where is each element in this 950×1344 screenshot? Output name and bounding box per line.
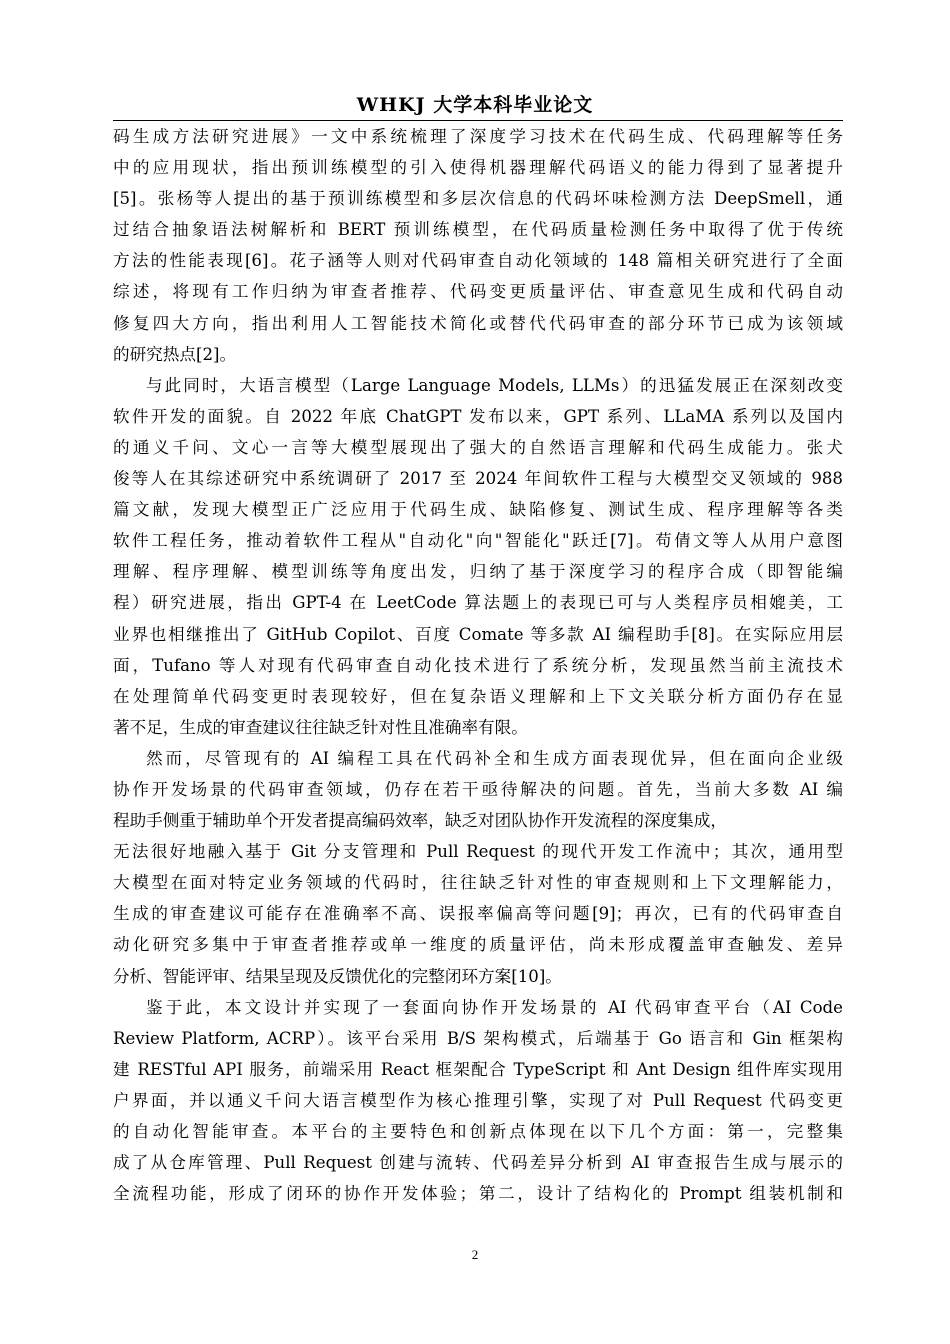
text-line: Review Platform, ACRP）。该平台采用 B/S 架构模式，后端基于 Go 语言和 Gin 框架构 <box>113 1028 843 1048</box>
text-line: 动化研究多集中于审查者推荐或单一维度的质量评估，尚未形成覆盖审查触发、差异 <box>113 935 843 955</box>
body-text <box>113 121 843 1209</box>
text-line: 软件开发的面貌。自 2022 年底 ChatGPT 发布以来，GPT 系列、LLaMA 系列以及国内 <box>113 406 843 426</box>
text-line: 成了从仓库管理、Pull Request 创建与流转、代码差异分析到 AI 审查报告生成与展示的 <box>113 1153 843 1173</box>
text-line: 分析、智能评审、结果呈现及反馈优化的完整闭环方案[10]。 <box>113 966 562 986</box>
text-line: 程）研究进展，指出 GPT-4 在 LeetCode 算法题上的表现已可与人类程序员相媲美，工 <box>113 593 843 613</box>
text-line: 著不足，生成的审查建议往往缺乏针对性且准确率有限。 <box>113 717 528 737</box>
text-line: 程助手侧重于辅助单个开发者提高编码效率，缺乏对团队协作开发流程的深度集成， <box>113 811 727 831</box>
text-line: 俊等人在其综述研究中系统调研了 2017 至 2024 年间软件工程与大模型交叉领域的 988 <box>113 469 843 489</box>
text-line: 过结合抽象语法树解析和 BERT 预训练模型，在代码质量检测任务中取得了优于传统 <box>113 220 843 240</box>
text-line: 码生成方法研究进展》一文中系统梳理了深度学习技术在代码生成、代码理解等任务 <box>113 127 843 146</box>
text-line: 中的应用现状，指出预训练模型的引入使得机器理解代码语义的能力得到了显著提升 <box>113 158 843 178</box>
text-line: 篇文献，发现大模型正广泛应用于代码生成、缺陷修复、测试生成、程序理解等各类 <box>113 500 843 520</box>
text-line: 无法很好地融入基于 Git 分支管理和 Pull Request 的现代开发工作流中；其次，通用型 <box>113 842 843 862</box>
text-line: 与此同时，大语言模型（Large Language Models, LLMs）的迅猛发展正在深刻改变 <box>146 375 843 395</box>
text-line: 鉴于此，本文设计并实现了一套面向协作开发场景的 AI 代码审查平台（AI Code <box>146 997 843 1017</box>
page-number: 2 <box>471 1247 479 1262</box>
text-line: 修复四大方向，指出利用人工智能技术简化或替代代码审查的部分环节已成为该领域 <box>113 313 843 333</box>
text-line: 生成的审查建议可能存在准确率不高、误报率偏高等问题[9]；再次，已有的代码审查自 <box>113 904 843 924</box>
text-line: 的研究热点[2]。 <box>113 344 237 364</box>
text-line: 大模型在面对特定业务领域的代码时，往往缺乏针对性的审查规则和上下文理解能力， <box>113 873 843 893</box>
page-header-title: WHKJ 大学本科毕业论文 <box>356 94 594 116</box>
text-line: 在处理简单代码变更时表现较好，但在复杂语义理解和上下文关联分析方面仍存在显 <box>113 686 843 706</box>
text-line: 理解、程序理解、模型训练等角度出发，归纳了基于深度学习的程序合成（即智能编 <box>113 562 843 582</box>
text-line: 的自动化智能审查。本平台的主要特色和创新点体现在以下几个方面：第一，完整集 <box>113 1122 843 1141</box>
text-line: 户界面，并以通义千问大语言模型作为核心推理引擎，实现了对 Pull Request 代码变更 <box>113 1090 843 1110</box>
text-line: 方法的性能表现[6]。花子涵等人则对代码审查自动化领域的 148 篇相关研究进行了全面 <box>113 251 843 271</box>
text-line: 全流程功能，形成了闭环的协作开发体验；第二，设计了结构化的 Prompt 组装机制和 <box>113 1184 843 1204</box>
text-line: 的通义千问、文心一言等大模型展现出了强大的自然语言理解和代码生成能力。张犬 <box>113 437 843 457</box>
text-line: 建 RESTful API 服务，前端采用 React 框架配合 TypeScript 和 Ant Design 组件库实现用 <box>113 1059 843 1079</box>
text-line: 综述，将现有工作归纳为审查者推荐、代码变更质量评估、审查意见生成和代码自动 <box>113 282 843 302</box>
text-line: [5]。张杨等人提出的基于预训练模型和多层次信息的代码坏味检测方法 DeepSmell，通 <box>113 189 843 209</box>
text-line: 软件工程任务，推动着软件工程从"自动化"向"智能化"跃迁[7]。苟倩文等人从用户意图 <box>113 531 843 551</box>
text-line: 业界也相继推出了 GitHub Copilot、百度 Comate 等多款 AI 编程助手[8]。在实际应用层 <box>113 624 843 644</box>
text-line: 协作开发场景的代码审查领域，仍存在若干亟待解决的问题。首先，当前大多数 AI 编 <box>113 779 843 799</box>
text-line: 然而，尽管现有的 AI 编程工具在代码补全和生成方面表现优异，但在面向企业级 <box>146 748 843 768</box>
text-line: 面，Tufano 等人对现有代码审查自动化技术进行了系统分析，发现虽然当前主流技术 <box>113 655 843 675</box>
